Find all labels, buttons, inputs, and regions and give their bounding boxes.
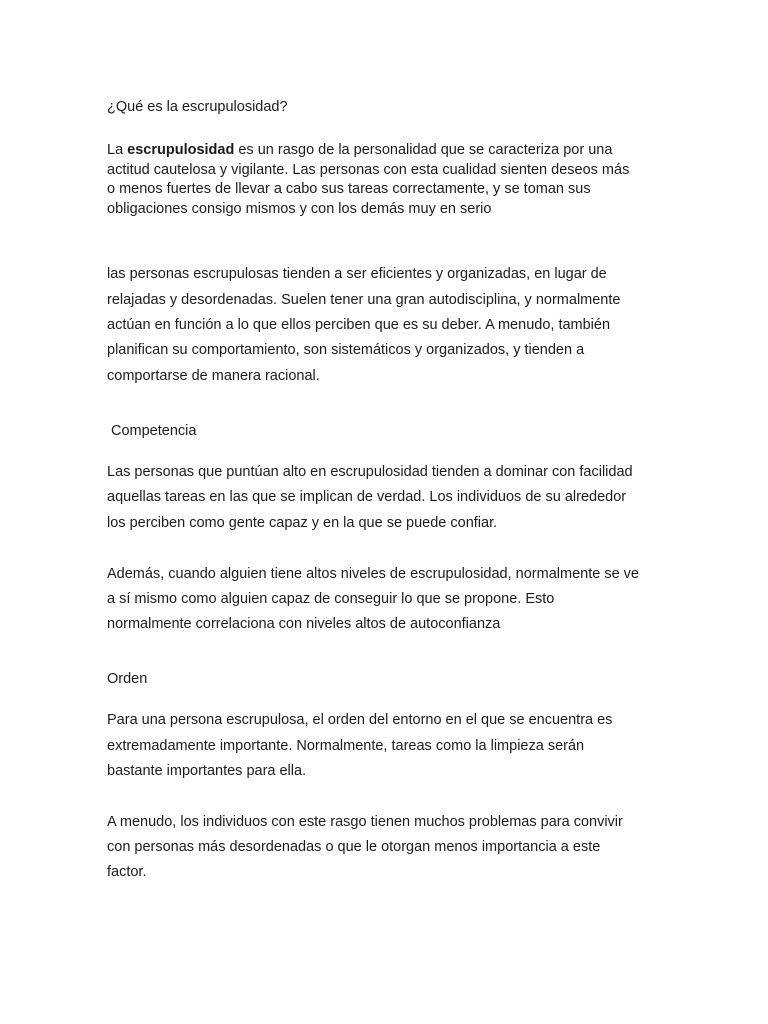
paragraph-line: factor. xyxy=(107,864,147,880)
paragraph-line: Además, cuando alguien tiene altos niveles de escrupulosidad, normalmente se ve xyxy=(107,566,639,582)
paragraph-line: Para una persona escrupulosa, el orden del entorno en el que se encuentra es xyxy=(107,712,613,728)
paragraph-line: extremadamente importante. Normalmente, tareas como la limpieza serán xyxy=(107,738,585,754)
intro-line: actitud cautelosa y vigilante. Las personas con esta cualidad sienten deseos más xyxy=(107,162,630,178)
paragraph-line: A menudo, los individuos con este rasgo tienen muchos problemas para convivir xyxy=(107,814,623,830)
intro-line xyxy=(107,140,612,160)
paragraph-line: actúan en función a lo que ellos perciben que es su deber. A menudo, también xyxy=(107,317,611,333)
paragraph-line: bastante importantes para ella. xyxy=(107,763,307,779)
section-heading-orden: Orden xyxy=(107,671,148,687)
paragraph-line: con personas más desordenadas o que le otorgan menos importancia a este xyxy=(107,839,601,855)
paragraph-line: comportarse de manera racional. xyxy=(107,368,320,384)
intro-text: es un rasgo de la personalidad que se caracteriza por una xyxy=(234,142,613,158)
paragraph-line: aquellas tareas en las que se implican de verdad. Los individuos de su alrededor xyxy=(107,489,627,505)
paragraph-line: las personas escrupulosas tienden a ser eficientes y organizadas, en lugar de xyxy=(107,266,607,282)
paragraph-line: a sí mismo como alguien capaz de conseguir lo que se propone. Esto xyxy=(107,591,555,607)
paragraph-line: planifican su comportamiento, son sistemáticos y organizados, y tienden a xyxy=(107,342,585,358)
page-heading: ¿Qué es la escrupulosidad? xyxy=(107,99,288,115)
intro-line: o menos fuertes de llevar a cabo sus tareas correctamente, y se toman sus xyxy=(107,181,591,197)
paragraph-line: relajadas y desordenadas. Suelen tener una gran autodisciplina, y normalmente xyxy=(107,292,621,308)
section-heading-competencia: Competencia xyxy=(111,423,197,439)
paragraph-line: Las personas que puntúan alto en escrupulosidad tienden a dominar con facilidad xyxy=(107,464,633,480)
intro-text: La xyxy=(107,142,128,158)
intro-line: obligaciones consigo mismos y con los demás muy en serio xyxy=(107,201,492,217)
intro-bold-term: escrupulosidad xyxy=(127,142,235,158)
paragraph-line: los perciben como gente capaz y en la que se puede confiar. xyxy=(107,515,498,531)
paragraph-line: normalmente correlaciona con niveles altos de autoconfianza xyxy=(107,616,501,632)
